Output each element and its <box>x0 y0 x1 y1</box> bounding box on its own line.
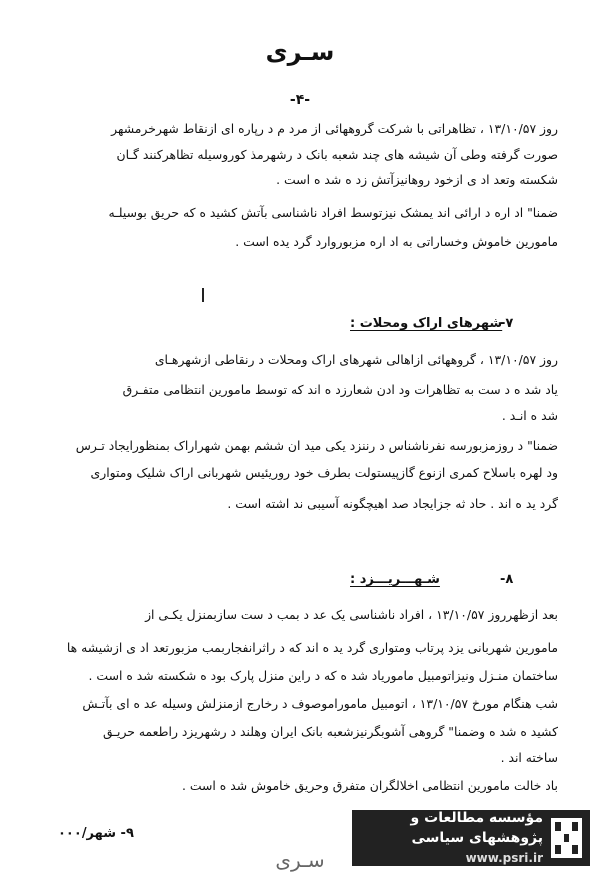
arak-line-2: یاد شد ه د ست به تظاهرات ود ادن شعارزد ه اند که توسط مامورین انتظامی متفـرق <box>122 382 558 397</box>
watermark-name: مؤسسه مطالعات و پژوهشهای سیاسی <box>410 810 543 846</box>
yazd-line-2: مامورین شهربانی یزد پرتاب ومتواری گرد ید ه اند که د راثرانفجاربمب مزبورتعد اد ی ازشیشه ها <box>66 640 558 655</box>
intro-line-4: ضمنا" اد اره د ارائی اند یمشک نیزتوسط افراد ناشناسی بآتش کشید ه که حریق بوسیلـه <box>108 205 558 220</box>
yazd-line-4: شب هنگام مورخ ۱۳/۱۰/۵۷ ، اتومبیل ماموراموصوف د رخارج ازمنزلش وسیله عد ه ای بآتـش <box>82 696 558 711</box>
intro-line-3: شکسته وتعد اد ی ازخود روهانیزآتش زد ه شد ه است . <box>276 172 558 187</box>
section-number-arak: -۷ <box>500 316 514 331</box>
intro-line-2: صورت گرفته وطی آن شیشه های چند شعبه بانک د رشهرمذ کوروسیله تظاهرکنند گـان <box>116 147 558 162</box>
section-title-arak <box>350 316 502 331</box>
section-number-yazd: -۸ <box>500 572 514 587</box>
intro-line-5: مامورین خاموش وخساراتی به اد اره مزبوروارد گرد یده است . <box>235 234 558 249</box>
page-number: -۴- <box>289 92 311 108</box>
watermark-url: www.psri.ir <box>465 851 543 865</box>
watermark-text-block <box>352 808 551 868</box>
next-page-marker: ۹- شهر/۰۰۰ <box>58 826 134 841</box>
classification-header: سـرى <box>265 38 335 66</box>
institute-logo-icon <box>551 818 582 858</box>
section-title-yazd <box>350 572 440 587</box>
arak-line-6: گرد ید ه اند . حاد ثه جزایجاد صد اهیچگونه آسیبی ند اشته است . <box>227 496 558 511</box>
classification-footer: سـرى <box>275 848 325 872</box>
arak-line-5: ود لهره باسلاح کمری ازنوع گازپیستولت بطرف خود روریئیس شهربانی اراک شلیک ومتواری <box>90 465 558 480</box>
yazd-line-1: بعد ازظهرروز ۱۳/۱۰/۵۷ ، افراد ناشناسی یک عد د بمب د ست سازبمنزل یکـی از <box>145 607 558 622</box>
section-title-arak-text: شهرهای اراک ومحلات : <box>350 316 503 331</box>
pen-mark <box>202 288 204 302</box>
intro-line-1: روز ۱۳/۱۰/۵۷ ، تظاهراتی با شرکت گروههائی از مرد م د رپاره ای ازنقاط شهرخرمشهر <box>111 121 558 136</box>
arak-line-3: شد ه انـد . <box>501 408 558 423</box>
yazd-line-7: باد خالت مامورین انتظامی اخلالگران متفرق وحریق خاموش شد ه است . <box>181 778 558 793</box>
section-title-yazd-text: شـهـــریـــزد : <box>350 572 440 587</box>
yazd-line-3: ساختمان منـزل ونیزاتومبیل ماموریاد شد ه که د راین منزل پارک بود ه شکسته شد ه است . <box>88 668 558 683</box>
watermark-banner <box>352 810 590 866</box>
yazd-line-6: ساخته اند . <box>500 750 558 765</box>
yazd-line-5: کشید ه شد ه وضمنا" گروهی آشوبگرنیزشعبه بانک ایران وهلند د رشهریزد راطعمه حریـق <box>103 724 558 739</box>
arak-line-4: ضمنا" د روزمزبورسه نفرناشناس د رننزد یکی مید ان ششم بهمن شهراراک بمنظورایجاد تـرس <box>75 438 558 453</box>
arak-line-1: روز ۱۳/۱۰/۵۷ ، گروههائی ازاهالی شهرهای اراک ومحلات د رنقاطی ازشهرهـای <box>154 352 558 367</box>
